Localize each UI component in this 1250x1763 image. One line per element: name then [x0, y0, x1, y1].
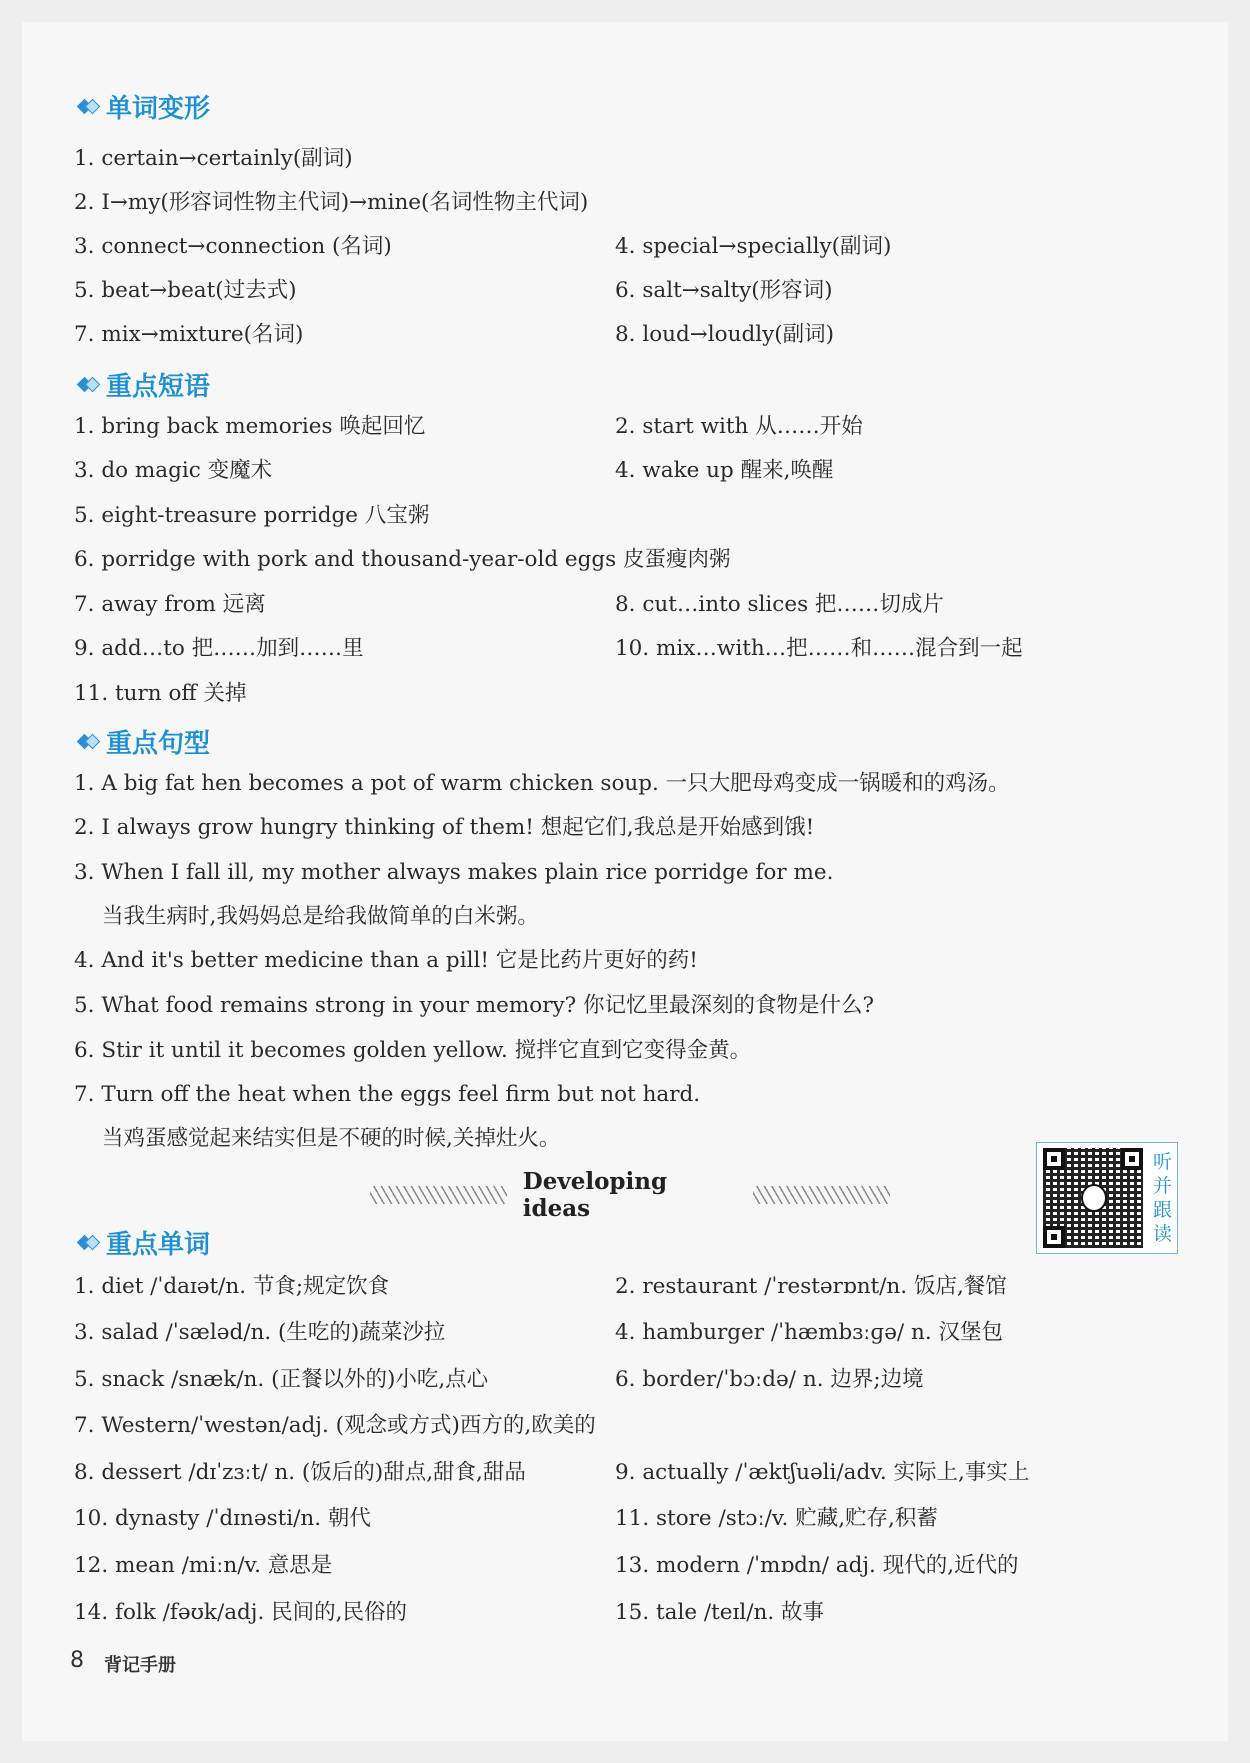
vocab-item: 12. mean /miːn/v. 意思是 — [74, 1553, 333, 1578]
vocab-item: 2. restaurant /ˈrestərɒnt/n. 饭店,餐馆 — [615, 1274, 1007, 1299]
diamond-bullet-icon — [78, 1231, 102, 1255]
vocab-item: 11. store /stɔː/v. 贮藏,贮存,积蓄 — [615, 1506, 938, 1531]
section-title-word-forms: 单词变形 — [78, 88, 210, 125]
vocab-item: 8. dessert /dɪˈzɜːt/ n. (饭后的)甜点,甜食,甜品 — [74, 1460, 526, 1485]
book-label: 背记手册 — [104, 1655, 176, 1676]
word-form-item: 6. salt→salty(形容词) — [615, 278, 833, 303]
vocab-item: 9. actually /ˈæktʃuəli/adv. 实际上,事实上 — [615, 1460, 1030, 1485]
vocab-item: 3. salad /ˈsæləd/n. (生吃的)蔬菜沙拉 — [74, 1320, 446, 1345]
phrase-item: 10. mix…with…把……和……混合到一起 — [615, 636, 1023, 661]
section-title-key-sentences: 重点句型 — [78, 723, 210, 760]
sentence-item: 4. And it's better medicine than a pill! 它是比药片更好的药! — [74, 948, 698, 973]
word-form-item: 4. special→specially(副词) — [615, 234, 892, 259]
face-icon — [1081, 1184, 1107, 1212]
phrase-item: 8. cut…into slices 把……切成片 — [615, 592, 944, 617]
section-title-key-words: 重点单词 — [78, 1224, 210, 1261]
developing-ideas-banner — [370, 1168, 890, 1222]
hatch-decoration — [753, 1186, 890, 1204]
sentence-item: 3. When I fall ill, my mother always makes plain rice porridge for me. — [74, 860, 834, 885]
phrase-item: 4. wake up 醒来,唤醒 — [615, 458, 834, 483]
sentence-translation: 当鸡蛋感觉起来结实但是不硬的时候,关掉灶火。 — [102, 1126, 561, 1151]
phrase-item: 5. eight-treasure porridge 八宝粥 — [74, 503, 430, 528]
phrase-item: 2. start with 从……开始 — [615, 414, 863, 439]
phrase-item: 9. add…to 把……加到……里 — [74, 636, 364, 661]
vocab-item: 5. snack /snæk/n. (正餐以外的)小吃,点心 — [74, 1367, 489, 1392]
hatch-decoration — [370, 1186, 507, 1204]
sentence-item: 1. A big fat hen becomes a pot of warm chicken soup. 一只大肥母鸡变成一锅暖和的鸡汤。 — [74, 771, 1010, 796]
word-form-item: 5. beat→beat(过去式) — [74, 278, 297, 303]
phrase-item: 1. bring back memories 唤起回忆 — [74, 414, 426, 439]
diamond-bullet-icon — [78, 95, 102, 119]
phrase-item: 3. do magic 变魔术 — [74, 458, 273, 483]
qr-code-box[interactable] — [1036, 1142, 1178, 1254]
vocab-item: 13. modern /ˈmɒdn/ adj. 现代的,近代的 — [615, 1553, 1019, 1578]
vocab-item: 7. Western/ˈwestən/adj. (观念或方式)西方的,欧美的 — [74, 1413, 596, 1438]
sentence-item: 7. Turn off the heat when the eggs feel firm but not hard. — [74, 1082, 701, 1107]
sentence-translation: 当我生病时,我妈妈总是给我做简单的白米粥。 — [102, 904, 539, 929]
diamond-bullet-icon — [78, 373, 102, 397]
vocab-item: 14. folk /fəʊk/adj. 民间的,民俗的 — [74, 1600, 407, 1625]
word-form-item: 2. I→my(形容词性物主代词)→mine(名词性物主代词) — [74, 190, 589, 215]
word-form-item: 7. mix→mixture(名词) — [74, 322, 304, 347]
sentence-item: 5. What food remains strong in your memory? 你记忆里最深刻的食物是什么? — [74, 993, 875, 1018]
vocab-item: 10. dynasty /ˈdɪnəsti/n. 朝代 — [74, 1506, 371, 1531]
phrase-item: 11. turn off 关掉 — [74, 681, 247, 706]
vocab-item: 15. tale /teɪl/n. 故事 — [615, 1600, 825, 1625]
section-title-key-phrases: 重点短语 — [78, 366, 210, 403]
diamond-bullet-icon — [78, 730, 102, 754]
word-form-item: 3. connect→connection (名词) — [74, 234, 392, 259]
qr-label: 听 并 跟 读 — [1153, 1151, 1173, 1245]
vocab-item: 4. hamburger /ˈhæmbɜːɡə/ n. 汉堡包 — [615, 1320, 1004, 1345]
phrase-item: 6. porridge with pork and thousand-year-old eggs 皮蛋瘦肉粥 — [74, 547, 731, 572]
vocab-item: 1. diet /ˈdaɪət/n. 节食;规定饮食 — [74, 1274, 390, 1299]
vocab-item: 6. border/ˈbɔːdə/ n. 边界;边境 — [615, 1367, 924, 1392]
qr-code-icon — [1043, 1148, 1143, 1248]
word-form-item: 8. loud→loudly(副词) — [615, 322, 835, 347]
page-number: 8 — [70, 1648, 84, 1673]
word-form-item: 1. certain→certainly(副词) — [74, 146, 353, 171]
sentence-item: 6. Stir it until it becomes golden yellow. 搅拌它直到它变得金黄。 — [74, 1038, 752, 1063]
banner-title: Developing ideas — [522, 1168, 668, 1222]
phrase-item: 7. away from 远离 — [74, 592, 266, 617]
sentence-item: 2. I always grow hungry thinking of them! 想起它们,我总是开始感到饿! — [74, 815, 815, 840]
